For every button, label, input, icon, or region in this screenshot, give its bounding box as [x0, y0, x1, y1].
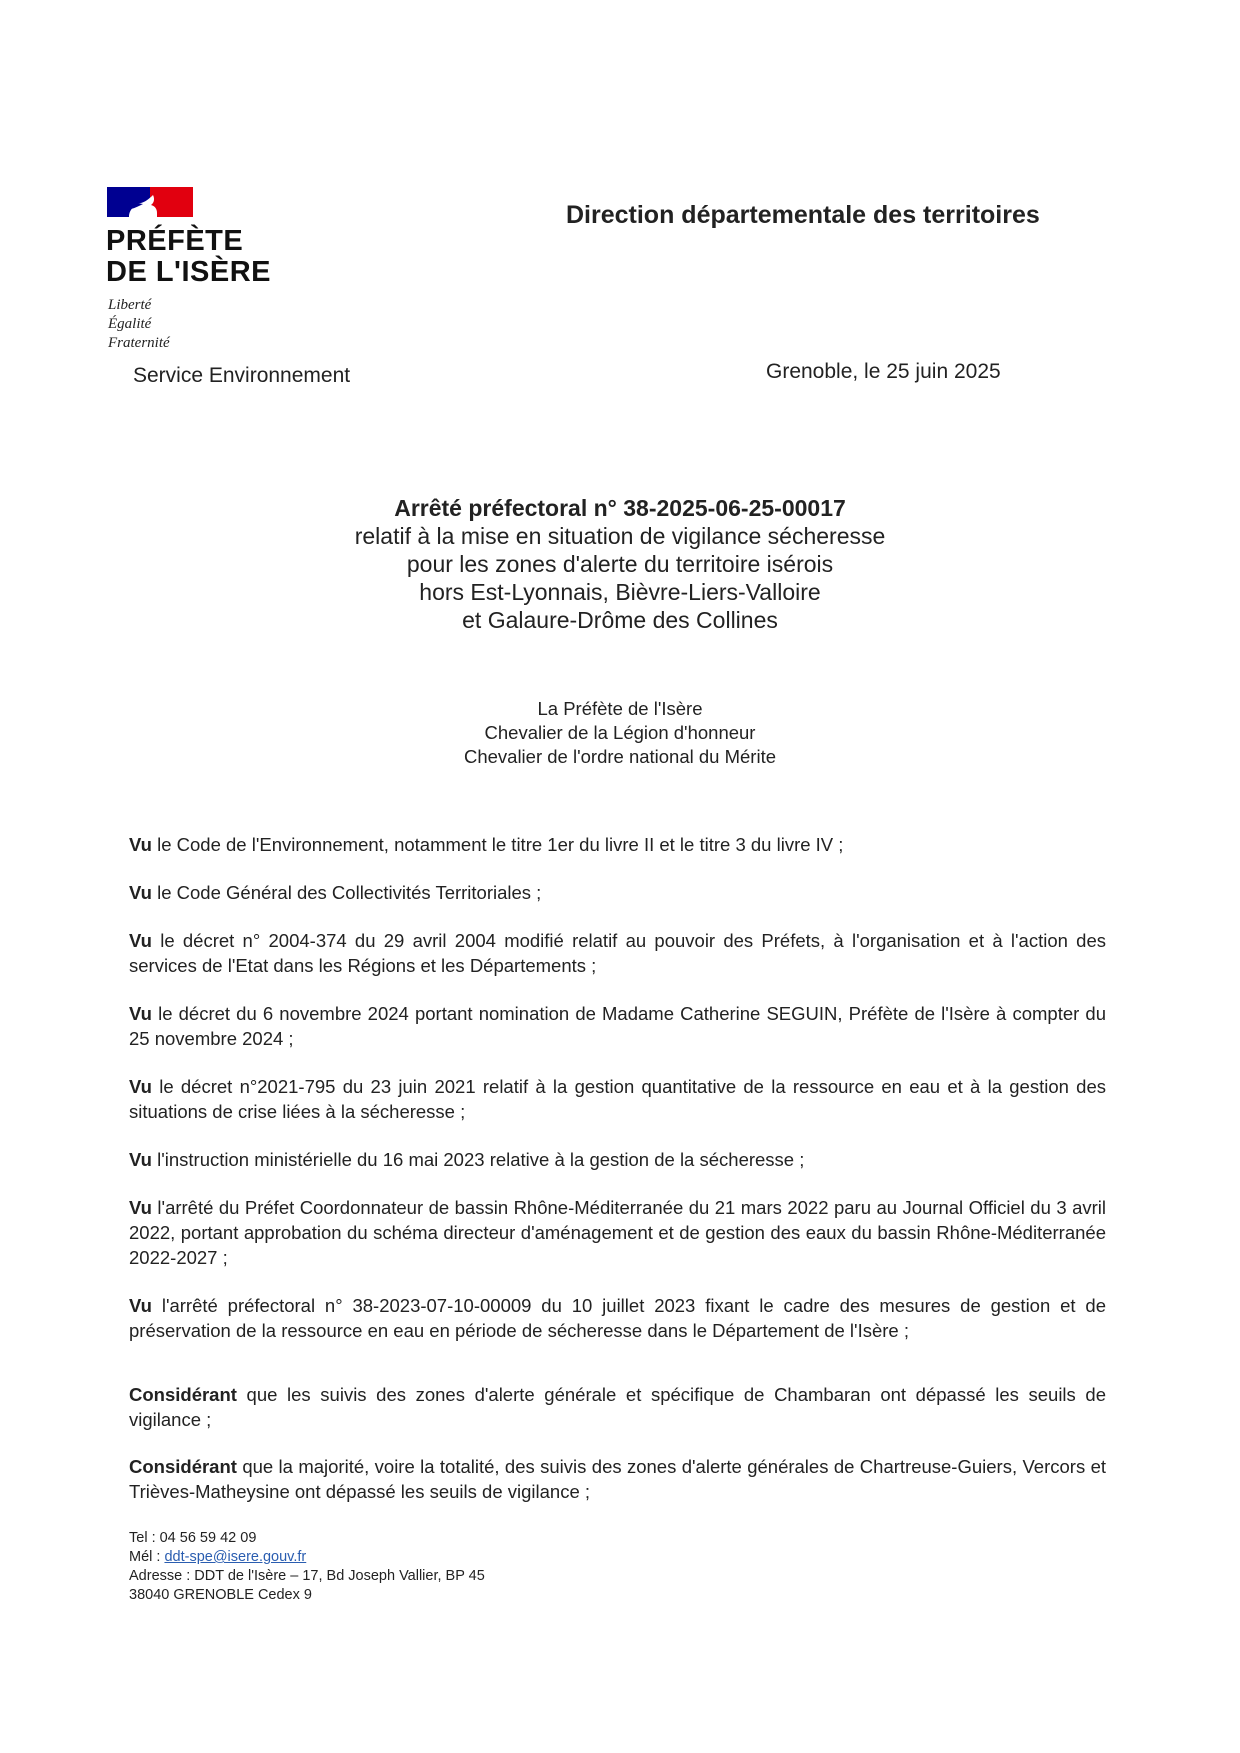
- visa-paragraph: [129, 1195, 1106, 1270]
- footer-address: Adresse : DDT de l'Isère – 17, Bd Joseph Vallier, BP 45: [129, 1568, 485, 1584]
- prefecture-name-line1: PRÉFÈTE: [106, 225, 244, 257]
- visas-list: [129, 832, 1106, 1366]
- authority-line: Chevalier de l'ordre national du Mérite: [463, 746, 777, 767]
- visa-lead: Vu: [129, 882, 152, 903]
- visa-lead: Vu: [129, 1076, 152, 1097]
- visa-paragraph: [129, 1001, 1106, 1051]
- footer-phone: Tel : 04 56 59 42 09: [129, 1530, 257, 1546]
- visa-paragraph: [129, 1293, 1106, 1343]
- motto-egalite: Égalité: [108, 316, 152, 332]
- decree-subject-line: pour les zones d'alerte du territoire isérois: [406, 551, 834, 577]
- considerant-lead: Considérant: [129, 1456, 237, 1477]
- considerant-lead: Considérant: [129, 1384, 237, 1405]
- prefecture-name-line2: DE L'ISÈRE: [106, 256, 271, 288]
- considerants-list: [129, 1382, 1106, 1526]
- visa-lead: Vu: [129, 930, 152, 951]
- decree-subject-line: hors Est-Lyonnais, Bièvre-Liers-Valloire: [419, 579, 821, 605]
- visa-text: le décret n° 2004-374 du 29 avril 2004 modifié relatif au pouvoir des Préfets, à l'organisation et à l'action des services de l'Etat dans les Régions et les Départements ;: [129, 930, 1106, 976]
- visa-paragraph: [129, 928, 1106, 978]
- visa-lead: Vu: [129, 1003, 152, 1024]
- visa-text: l'arrêté préfectoral n° 38-2023-07-10-00009 du 10 juillet 2023 fixant le cadre des mesures de gestion et de préservation de la ressource en eau en période de sécheresse dans le Département de l'Isère ;: [129, 1295, 1106, 1341]
- decree-title: [240, 494, 1000, 634]
- visa-text: le Code Général des Collectivités Territoriales ;: [151, 882, 542, 903]
- motto-liberte: Liberté: [108, 297, 152, 313]
- republic-motto: [108, 296, 170, 353]
- visa-text: le décret du 6 novembre 2024 portant nomination de Madame Catherine SEGUIN, Préfète de l'Isère à compter du 25 novembre 2024 ;: [129, 1003, 1106, 1049]
- decree-number: Arrêté préfectoral n° 38-2025-06-25-00017: [394, 495, 846, 521]
- service-name: Service Environnement: [133, 364, 351, 387]
- visa-paragraph: [129, 880, 1106, 905]
- considerant-text: que la majorité, voire la totalité, des suivis des zones d'alerte générales de Chartreuse-Guiers, Vercors et Trièves-Matheysine ont dépassé les seuils de vigilance ;: [129, 1456, 1106, 1502]
- contact-footer: [129, 1529, 485, 1605]
- visa-lead: Vu: [129, 1197, 152, 1218]
- visa-paragraph: [129, 832, 1106, 857]
- authority-line: La Préfète de l'Isère: [537, 698, 703, 719]
- visa-text: l'arrêté du Préfet Coordonnateur de bassin Rhône-Méditerranée du 21 mars 2022 paru au Journal Officiel du 3 avril 2022, portant approbation du schéma directeur d'aménagement et de gestion des eaux du bassin Rhône-Méditerranée 2022-2027 ;: [129, 1197, 1106, 1268]
- visa-lead: Vu: [129, 1149, 152, 1170]
- marianne-logo-icon: [107, 187, 193, 217]
- visa-lead: Vu: [129, 834, 152, 855]
- prefecture-name: [106, 226, 271, 288]
- authority-line: Chevalier de la Légion d'honneur: [484, 722, 756, 743]
- footer-city: 38040 GRENOBLE Cedex 9: [129, 1587, 312, 1603]
- considerant-text: que les suivis des zones d'alerte générale et spécifique de Chambaran ont dépassé les seuils de vigilance ;: [129, 1384, 1106, 1430]
- visa-text: le décret n°2021-795 du 23 juin 2021 relatif à la gestion quantitative de la ressource en eau et à la gestion des situations de crise liées à la sécheresse ;: [129, 1076, 1106, 1122]
- document-date: Grenoble, le 25 juin 2025: [766, 360, 1001, 383]
- visa-paragraph: [129, 1147, 1106, 1172]
- visa-paragraph: [129, 1074, 1106, 1124]
- visa-text: le Code de l'Environnement, notamment le titre 1er du livre II et le titre 3 du livre IV ;: [151, 834, 844, 855]
- footer-email-label: Mél :: [129, 1549, 165, 1565]
- issuing-authority: [300, 697, 940, 769]
- considerant-paragraph: [129, 1382, 1106, 1432]
- decree-subject-line: relatif à la mise en situation de vigilance sécheresse: [354, 523, 886, 549]
- considerant-paragraph: [129, 1454, 1106, 1504]
- footer-email-line: [129, 1548, 485, 1567]
- direction-name: Direction départementale des territoires: [566, 201, 1040, 229]
- visa-lead: Vu: [129, 1295, 152, 1316]
- visa-text: l'instruction ministérielle du 16 mai 2023 relative à la gestion de la sécheresse ;: [151, 1149, 805, 1170]
- motto-fraternite: Fraternité: [108, 335, 170, 351]
- footer-email-link[interactable]: ddt-spe@isere.gouv.fr: [164, 1549, 307, 1565]
- decree-subject-line: et Galaure-Drôme des Collines: [462, 607, 778, 633]
